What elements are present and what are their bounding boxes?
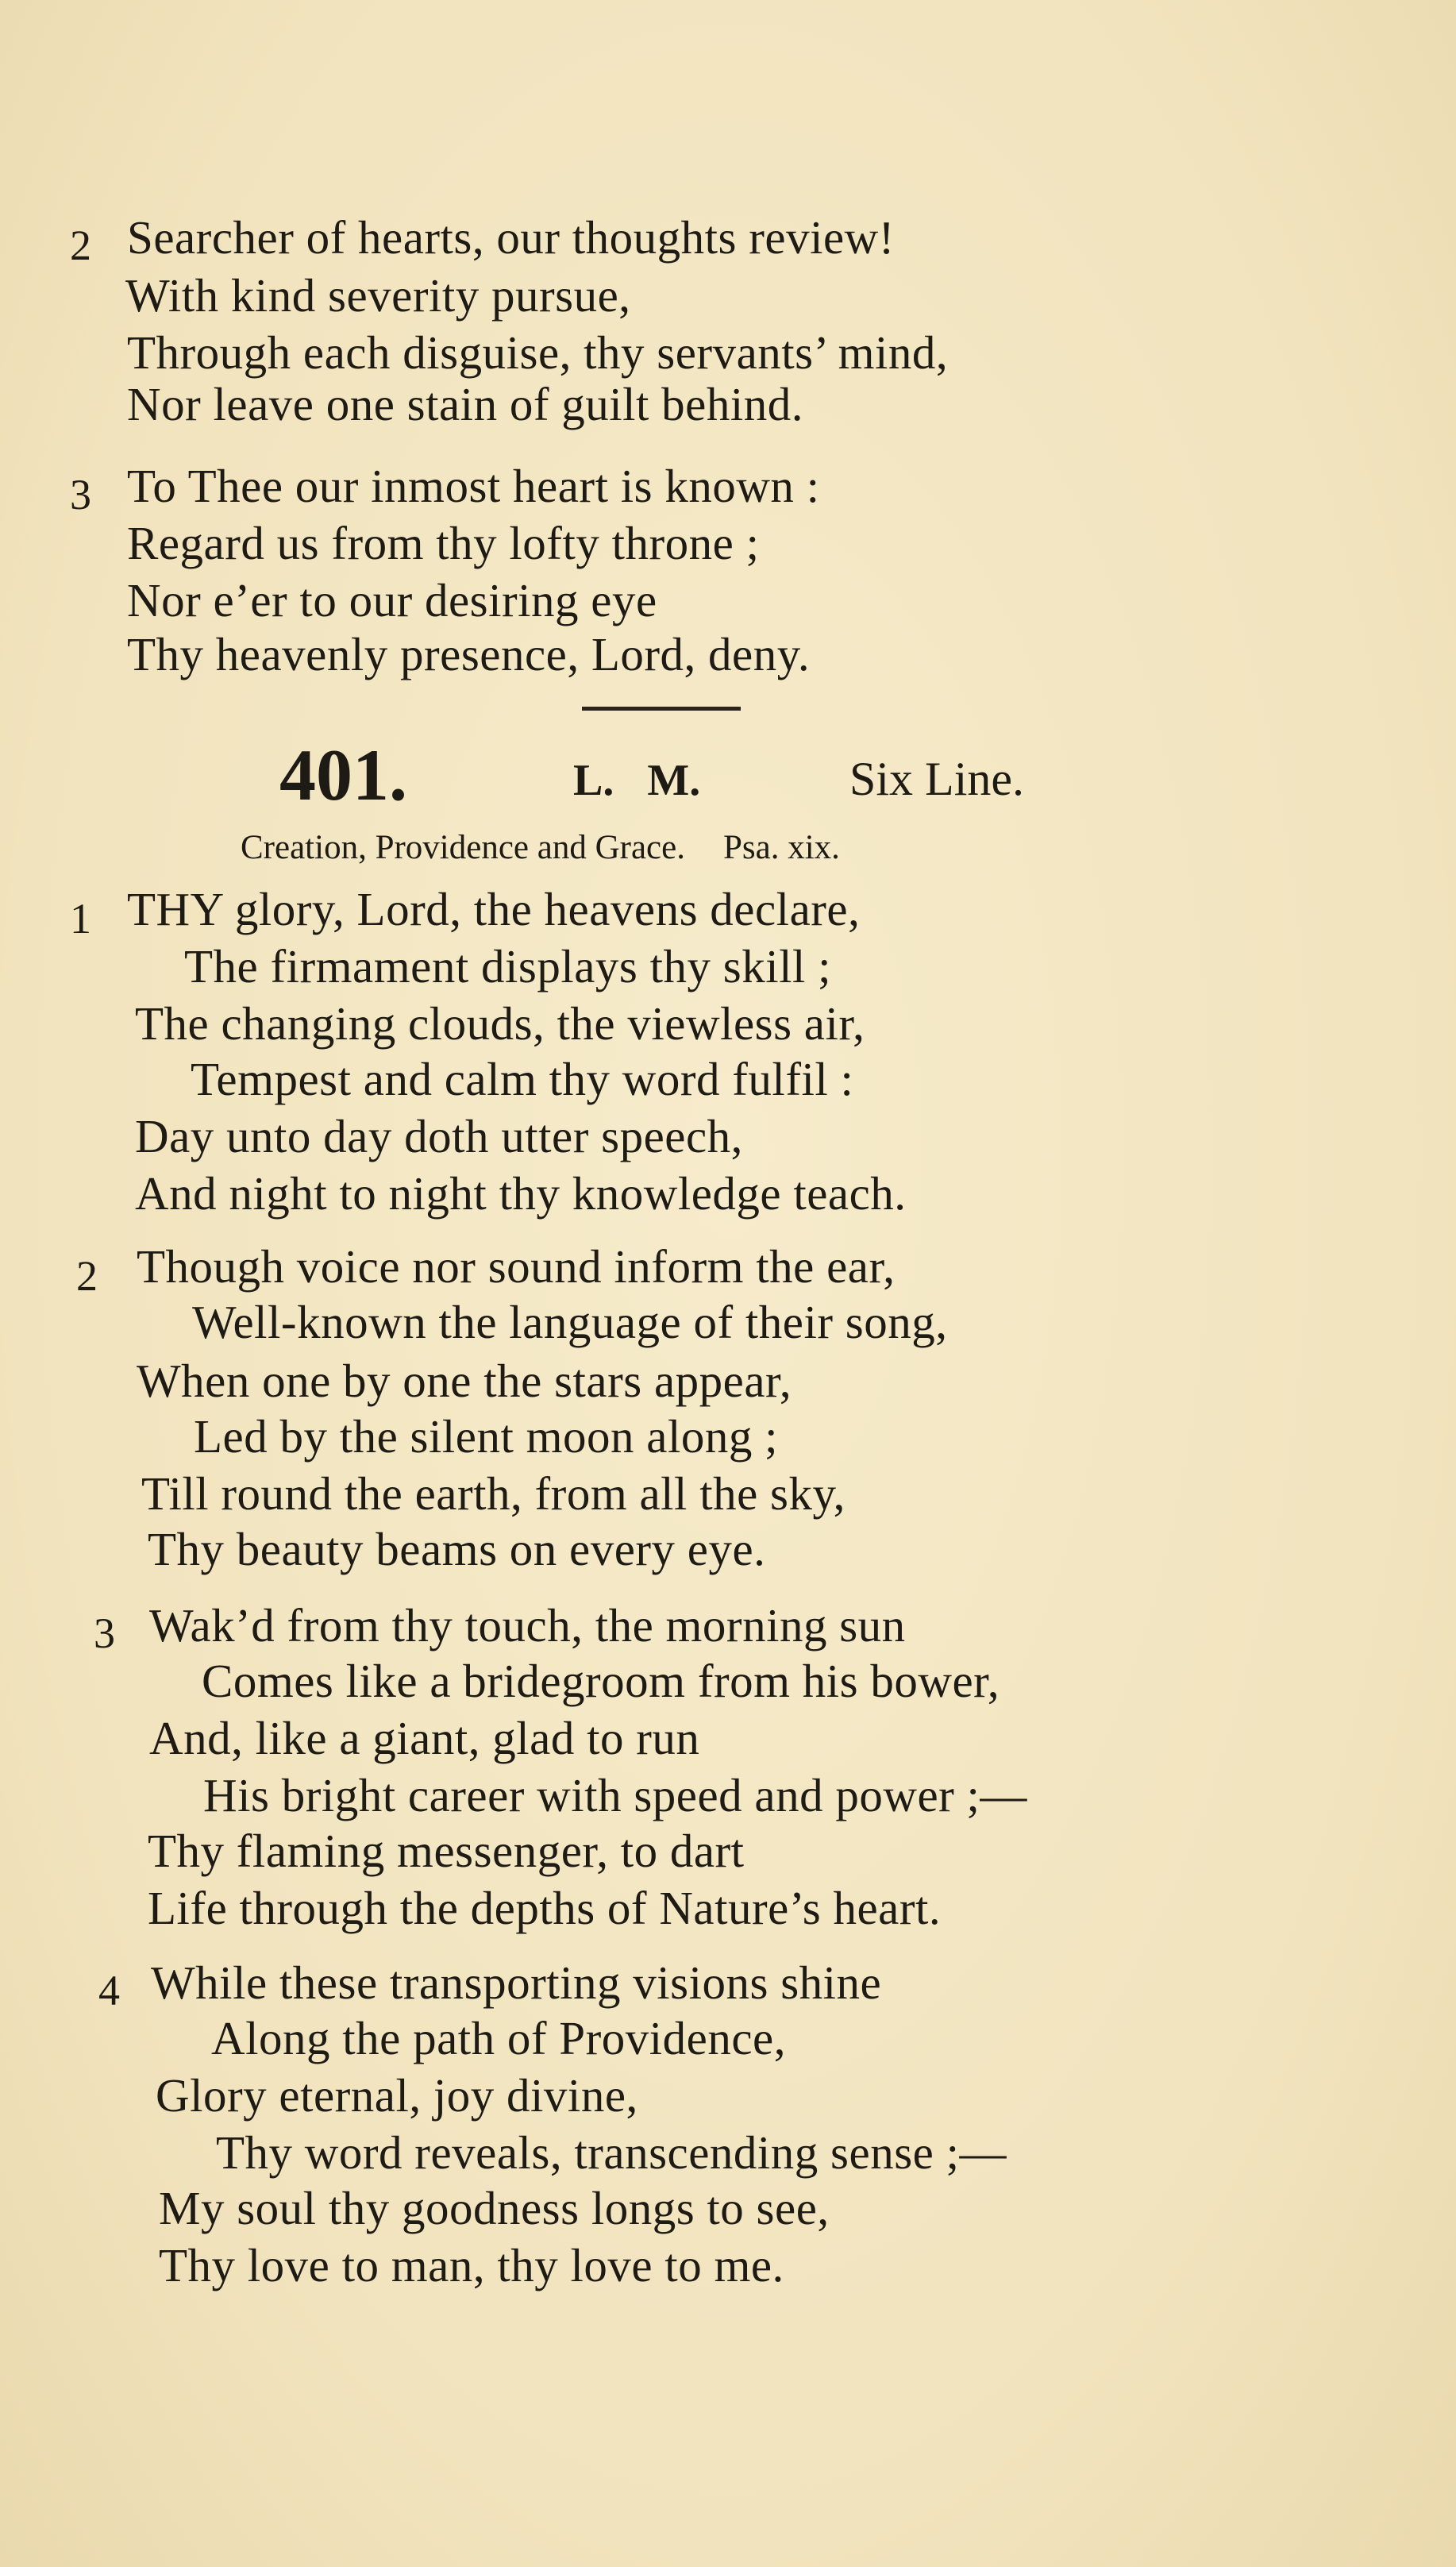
verse-line: To Thee our inmost heart is known :: [127, 460, 820, 512]
verse-number: 2: [70, 222, 91, 269]
verse-line: Nor leave one stain of guilt behind.: [127, 378, 803, 430]
verse-line: With kind severity pursue,: [125, 269, 631, 322]
verse-number: 1: [70, 895, 91, 942]
verse-line: When one by one the stars appear,: [137, 1355, 792, 1407]
hymn-meter-note: Six Line.: [849, 753, 1024, 805]
verse-line: Thy flaming messenger, to dart: [148, 1825, 745, 1877]
verse-number: 2: [76, 1252, 98, 1300]
section-divider: [582, 707, 741, 711]
scripture-reference: Psa. xix.: [722, 829, 840, 866]
verse-line: Led by the silent moon along ;: [194, 1410, 778, 1463]
verse-line: The firmament displays thy skill ;: [184, 940, 832, 992]
hymn-subtitle: [241, 831, 840, 865]
verse-line: My soul thy goodness longs to see,: [159, 2182, 830, 2234]
verse-number: 3: [94, 1609, 115, 1657]
verse-line: Comes like a bridegroom from his bower,: [202, 1655, 1000, 1707]
verse-line: Regard us from thy lofty throne ;: [127, 517, 760, 569]
verse-line: Along the path of Providence,: [211, 2012, 786, 2064]
verse-line: Till round the earth, from all the sky,: [141, 1467, 845, 1520]
verse-line: THY glory, Lord, the heavens declare,: [127, 883, 861, 935]
verse-number: 3: [70, 471, 91, 518]
verse-line: While these transporting visions shine: [151, 1956, 882, 2009]
hymn-title: Creation, Providence and Grace.: [241, 829, 685, 866]
verse-line: Searcher of hearts, our thoughts review!: [127, 211, 895, 264]
verse-line: And, like a giant, glad to run: [149, 1712, 700, 1764]
verse-line: Wak’d from thy touch, the morning sun: [149, 1599, 906, 1652]
verse-line: And night to night thy knowledge teach.: [135, 1167, 907, 1220]
hymn-number: 401.: [279, 734, 407, 815]
verse-line: Glory eternal, joy divine,: [156, 2069, 638, 2122]
hymn-meter: L. M.: [573, 756, 701, 805]
verse-line: Thy beauty beams on every eye.: [148, 1523, 766, 1575]
verse-line: Thy word reveals, transcending sense ;—: [216, 2126, 1007, 2179]
verse-line: Life through the depths of Nature’s heart.: [148, 1882, 942, 1934]
verse-line: Day unto day doth utter speech,: [135, 1110, 743, 1162]
verse-line: His bright career with speed and power ;—: [203, 1769, 1027, 1821]
verse-line: Thy heavenly presence, Lord, deny.: [127, 628, 811, 680]
verse-line: The changing clouds, the viewless air,: [135, 997, 865, 1050]
verse-number: 4: [98, 1967, 120, 2014]
verse-line: Nor e’er to our desiring eye: [127, 574, 657, 626]
verse-line: Thy love to man, thy love to me.: [159, 2239, 784, 2291]
verse-line: Tempest and calm thy word fulfil :: [191, 1053, 854, 1105]
verse-line: Through each disguise, thy servants’ mind,: [127, 326, 949, 379]
verse-line: Well-known the language of their song,: [192, 1296, 948, 1348]
verse-line: Though voice nor sound inform the ear,: [137, 1240, 896, 1293]
